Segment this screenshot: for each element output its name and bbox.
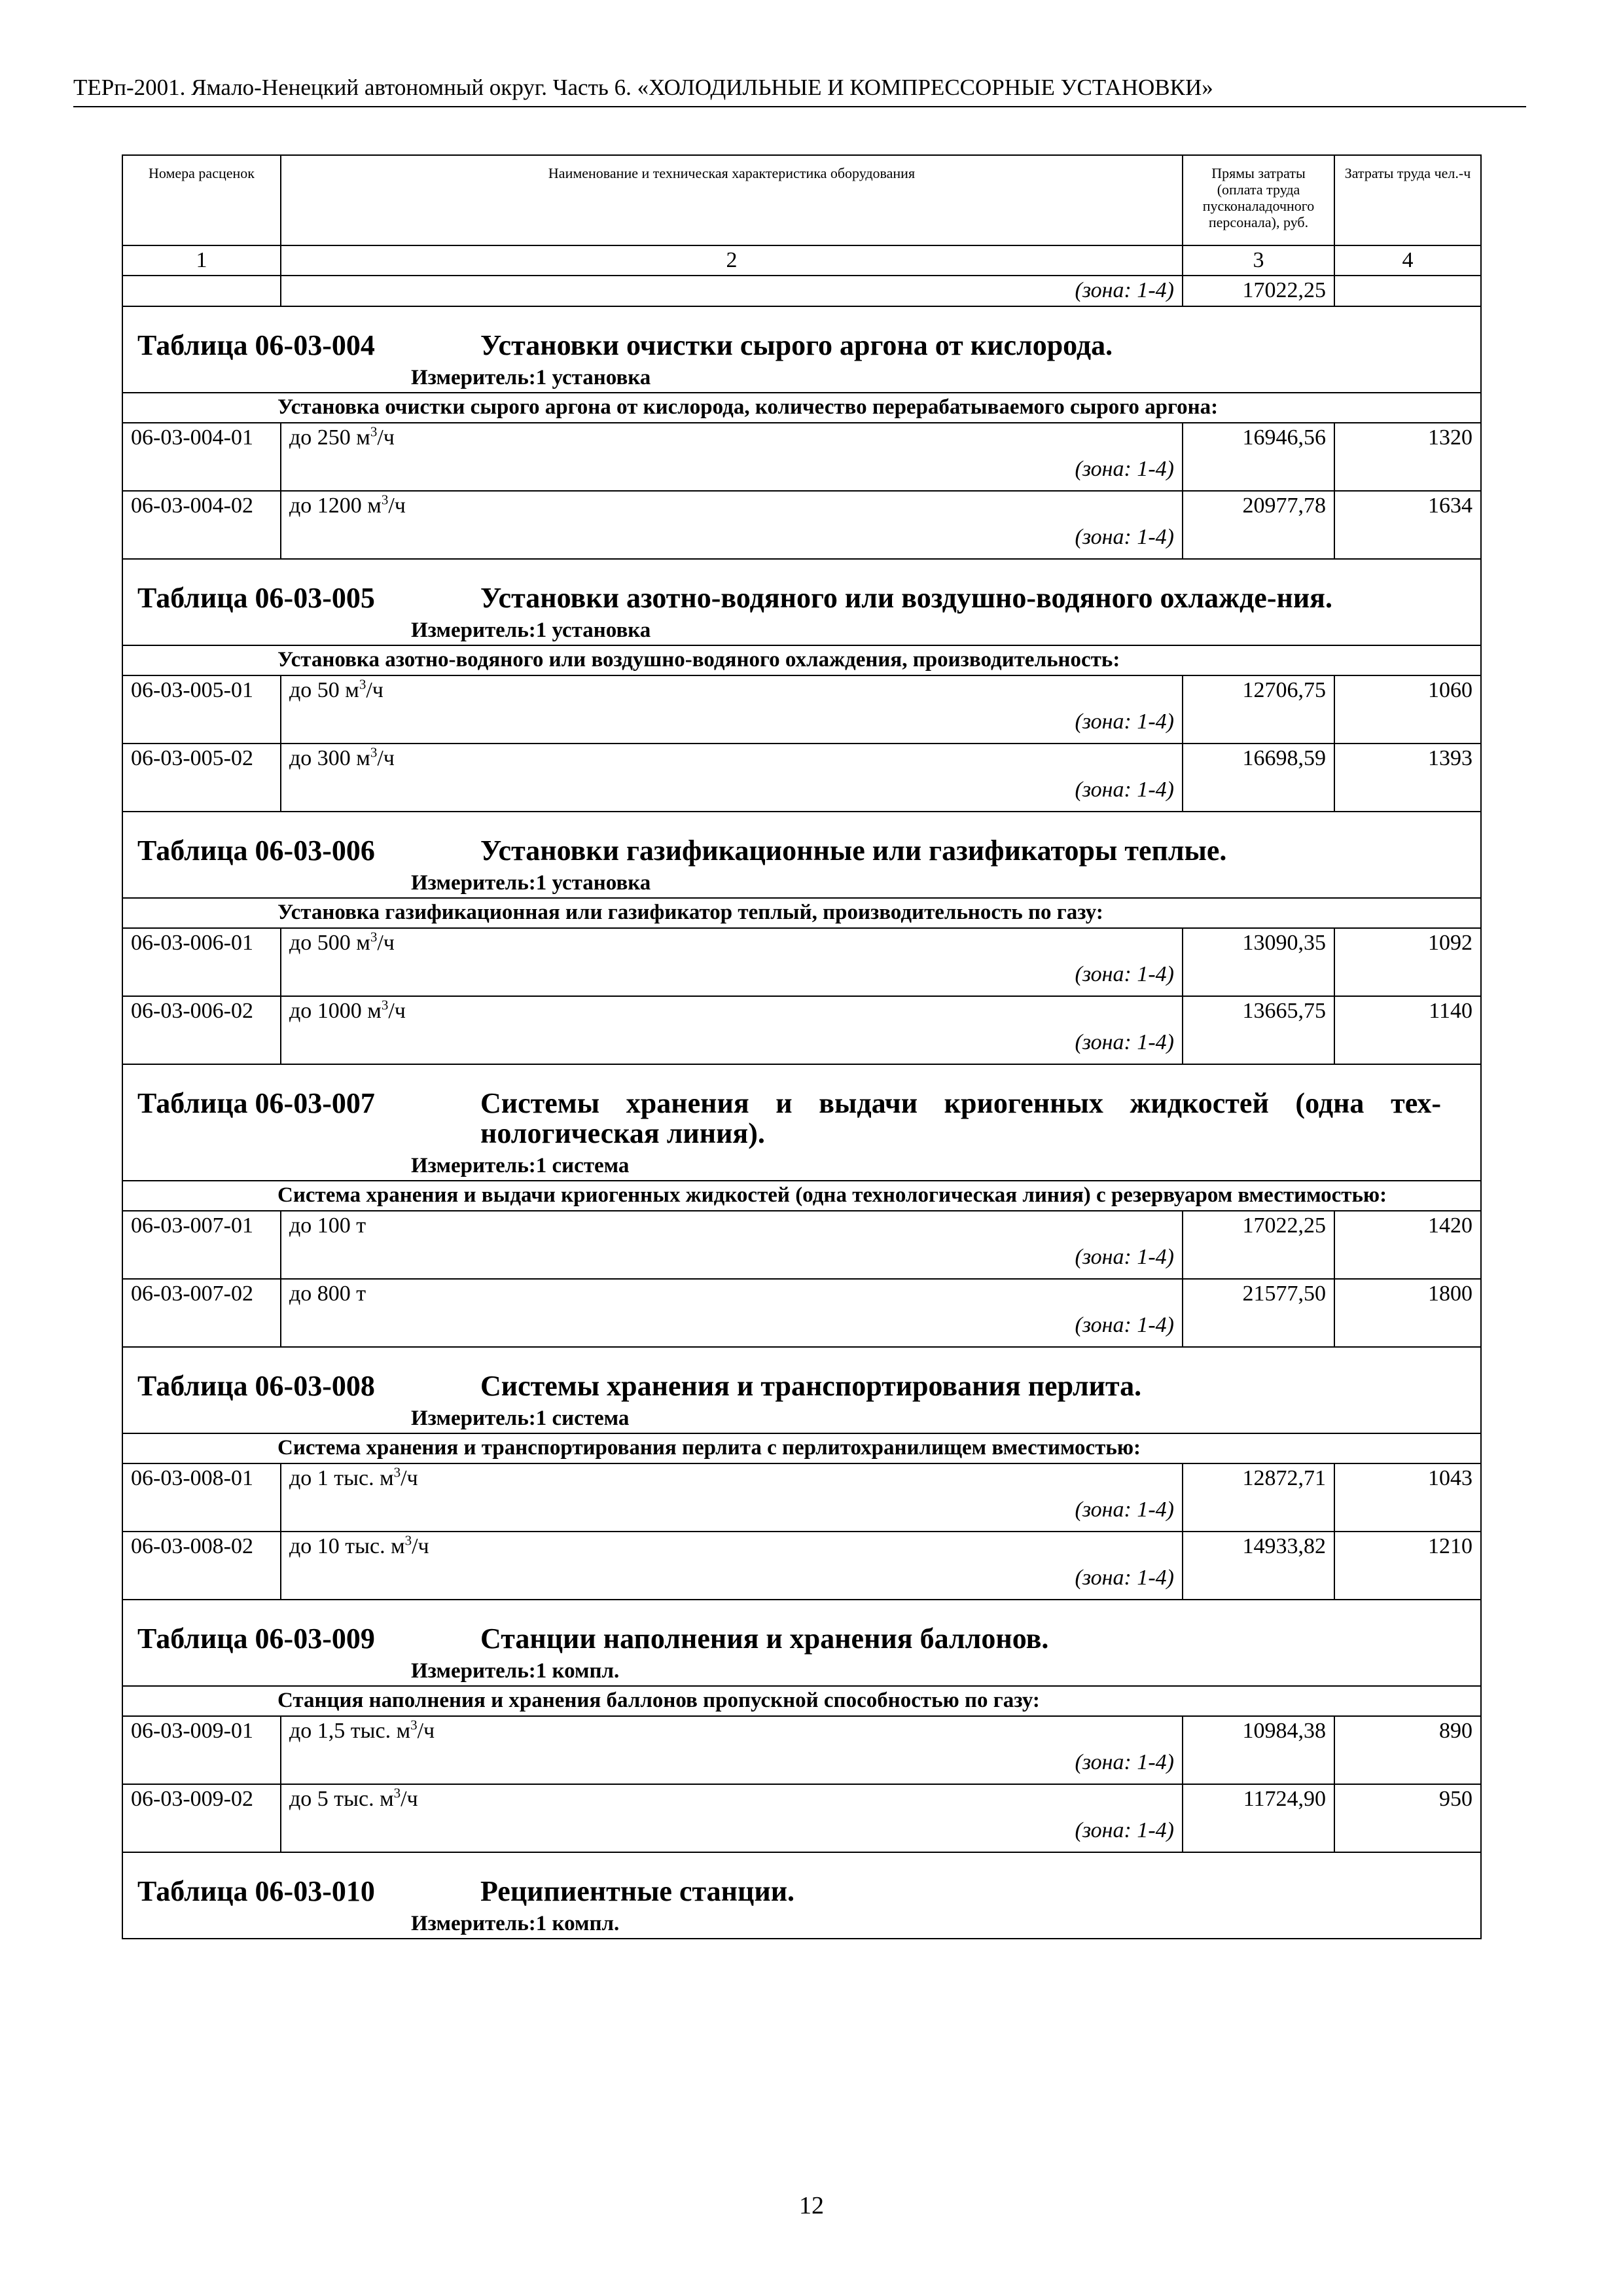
measure-unit: Измеритель:1 компл. [411,1912,620,1935]
unit-suffix: /ч [377,746,395,770]
measure-unit: Измеритель:1 система [411,1407,630,1430]
group-subtitle: Станция наполнения и хранения баллонов пропускной способностью по газу: [122,1686,1481,1716]
rate-code: 06-03-006-01 [122,928,281,996]
unit-suffix: /ч [377,931,395,955]
rate-direct-cost: 13090,35 [1183,928,1334,996]
rate-labor: 950 [1334,1784,1481,1852]
rate-description-line [289,929,1174,958]
rate-direct-cost: 16946,56 [1183,423,1334,491]
rate-description: до 10 тыс. м [289,1534,405,1558]
table-name: Установки газификационные или газификаторы теплые. [480,834,1227,867]
table-title-cell [122,1852,1481,1939]
column-header-labor: Затраты труда чел.-ч [1334,155,1481,245]
rate-zone: (зона: 1-4) [1075,1030,1174,1054]
column-number-row [122,245,1481,276]
rate-description-line [289,997,1174,1026]
table-name: Реципиентные станции. [480,1875,795,1907]
group-subtitle: Установка очистки сырого аргона от кислорода, количество перерабатываемого сырого аргона: [122,393,1481,423]
table-title-row [122,559,1481,645]
group-subtitle-row [122,1433,1481,1463]
rate-description-cell [281,675,1183,744]
table-name: Системы хранения и выдачи криогенных жидкостей (одна тех-нологическая линия). [480,1087,1441,1149]
table-title [137,331,1467,361]
unit-suffix: /ч [388,999,406,1023]
rate-description-cell [281,1463,1183,1532]
group-subtitle: Система хранения и транспортирования перлита с перлитохранилищем вместимостью: [122,1433,1481,1463]
group-subtitle-row [122,1181,1481,1211]
column-header-direct-costs: Прямы затраты (оплата труда пусконаладочного персонала), руб. [1183,155,1334,245]
rate-description-line [289,423,1174,452]
group-subtitle: Установка газификационная или газификатор теплый, производительность по газу: [122,898,1481,928]
rate-labor: 1210 [1334,1532,1481,1600]
table-title-cell [122,306,1481,393]
table-row [122,1211,1481,1279]
unit-superscript: 3 [370,423,378,440]
unit-suffix: /ч [388,493,406,518]
rate-code: 06-03-008-02 [122,1532,281,1600]
measure-unit: Измеритель:1 установка [411,871,651,895]
table-row [122,491,1481,559]
group-subtitle-row [122,645,1481,675]
column-header-codes: Номера расценок [122,155,281,245]
table-row [122,1716,1481,1784]
rate-zone: (зона: 1-4) [1075,1566,1174,1590]
rate-description: до 1200 м [289,493,382,518]
measure-unit: Измеритель:1 установка [411,619,651,642]
table-title-row [122,1600,1481,1686]
rate-direct-cost: 12706,75 [1183,675,1334,744]
table-row [122,1784,1481,1852]
rate-description-cell [281,744,1183,812]
table-title [137,1876,1467,1907]
rate-labor: 1393 [1334,744,1481,812]
rate-description: до 1 тыс. м [289,1466,394,1490]
rate-code: 06-03-004-02 [122,491,281,559]
running-header: ТЕРп-2001. Ямало-Ненецкий автономный округ. Часть 6. «ХОЛОДИЛЬНЫЕ И КОМПРЕССОРНЫЕ УСТАНОВКИ» [73,75,1213,100]
rate-labor: 1092 [1334,928,1481,996]
rate-labor: 1060 [1334,675,1481,744]
page-number: 12 [799,2192,824,2219]
rate-description-cell [281,1784,1183,1852]
table-title [137,1371,1467,1401]
rate-zone: (зона: 1-4) [1075,778,1174,802]
rate-labor: 1800 [1334,1279,1481,1347]
table-title-row [122,1852,1481,1939]
rate-zone: (зона: 1-4) [1075,1498,1174,1522]
column-number: 2 [281,245,1183,276]
table-title-row [122,812,1481,898]
rate-zone: (зона: 1-4) [1075,1245,1174,1269]
group-subtitle: Система хранения и выдачи криогенных жидкостей (одна технологическая линия) с резервуаром вместимостью: [122,1181,1481,1211]
unit-superscript: 3 [370,744,378,761]
table-title [137,1088,1467,1149]
rate-description: до 800 т [289,1282,366,1306]
table-title-row [122,1347,1481,1433]
table-number: Таблица 06-03-005 [137,582,375,614]
table-row [122,744,1481,812]
table-row [122,675,1481,744]
group-subtitle-row [122,1686,1481,1716]
unit-suffix: /ч [377,425,395,450]
rate-direct-cost: 13665,75 [1183,996,1334,1064]
group-subtitle-row [122,393,1481,423]
table-name: Системы хранения и транспортирования перлита. [480,1370,1142,1402]
rate-direct-cost: 10984,38 [1183,1716,1334,1784]
rate-description-line [289,492,1174,520]
unit-superscript: 3 [381,492,389,508]
table-title-cell [122,812,1481,898]
unit-suffix: /ч [366,678,383,702]
rate-description-line [289,1717,1174,1746]
unit-superscript: 3 [393,1464,401,1480]
unit-superscript: 3 [359,676,366,692]
table-number: Таблица 06-03-004 [137,329,375,361]
unit-suffix: /ч [412,1534,429,1558]
rate-zone: (зона: 1-4) [1075,1818,1174,1842]
rate-zone: (зона: 1-4) [1075,457,1174,481]
rate-description-line [289,1211,1174,1240]
rate-code: 06-03-009-02 [122,1784,281,1852]
table-row [122,996,1481,1064]
rate-description-line [289,744,1174,773]
table-row [122,1463,1481,1532]
table-title [137,583,1467,613]
rate-description-cell [281,1211,1183,1279]
table-title-cell [122,1347,1481,1433]
rate-labor: 1140 [1334,996,1481,1064]
rate-code: 06-03-004-01 [122,423,281,491]
table-name: Установки азотно-водяного или воздушно-водяного охлажде-ния. [480,582,1332,614]
group-subtitle-row [122,898,1481,928]
rate-labor: 1043 [1334,1463,1481,1532]
table-title-cell [122,1600,1481,1686]
measure-unit: Измеритель:1 установка [411,366,651,389]
rate-description: до 1000 м [289,999,382,1023]
rate-labor: 1634 [1334,491,1481,559]
rate-code: 06-03-005-02 [122,744,281,812]
rate-description-cell [281,491,1183,559]
unit-suffix: /ч [401,1466,418,1490]
rate-description: до 1,5 тыс. м [289,1719,411,1743]
table-title [137,836,1467,866]
rate-description-line [289,1280,1174,1308]
table-row [122,928,1481,996]
rate-description-cell [281,1716,1183,1784]
rate-description-cell [281,1532,1183,1600]
table-number: Таблица 06-03-010 [137,1875,375,1907]
rate-description-cell [281,423,1183,491]
rate-description: до 300 м [289,746,370,770]
table-title-row [122,1064,1481,1181]
table-number: Таблица 06-03-007 [137,1087,375,1119]
table-title [137,1624,1467,1654]
rate-description: до 5 тыс. м [289,1787,394,1811]
rate-description: до 250 м [289,425,370,450]
unit-superscript: 3 [410,1717,418,1733]
table-title-cell [122,559,1481,645]
rate-code: 06-03-008-01 [122,1463,281,1532]
table-number: Таблица 06-03-008 [137,1370,375,1402]
unit-superscript: 3 [404,1532,412,1549]
unit-superscript: 3 [381,997,389,1013]
rate-direct-cost: 11724,90 [1183,1784,1334,1852]
column-number: 1 [122,245,281,276]
rate-code: 06-03-007-01 [122,1211,281,1279]
rate-description: до 100 т [289,1213,366,1238]
table-name: Станции наполнения и хранения баллонов. [480,1623,1049,1655]
rate-description-line [289,1785,1174,1814]
measure-unit: Измеритель:1 компл. [411,1659,620,1683]
carryover-labor [1334,276,1481,306]
table-title-row [122,306,1481,393]
rate-description-cell [281,1279,1183,1347]
rate-direct-cost: 20977,78 [1183,491,1334,559]
rate-description-cell [281,996,1183,1064]
rate-code: 06-03-007-02 [122,1279,281,1347]
rate-description: до 50 м [289,678,359,702]
rate-zone: (зона: 1-4) [1075,1750,1174,1774]
rate-labor: 890 [1334,1716,1481,1784]
unit-superscript: 3 [393,1785,401,1801]
table-row [122,1279,1481,1347]
rates-table [122,154,1482,1939]
rate-direct-cost: 16698,59 [1183,744,1334,812]
column-header-row [122,155,1481,245]
rate-direct-cost: 12872,71 [1183,1463,1334,1532]
rate-code: 06-03-005-01 [122,675,281,744]
rate-zone: (зона: 1-4) [1075,525,1174,549]
carryover-zone: (зона: 1-4) [281,276,1183,306]
rate-labor: 1320 [1334,423,1481,491]
rate-zone: (зона: 1-4) [1075,1313,1174,1337]
unit-suffix: /ч [401,1787,418,1811]
table-row [122,1532,1481,1600]
column-header-description: Наименование и техническая характеристика оборудования [281,155,1183,245]
column-number: 3 [1183,245,1334,276]
table-number: Таблица 06-03-006 [137,834,375,867]
rate-description-line [289,1532,1174,1561]
rate-description-cell [281,928,1183,996]
header-rule [73,106,1526,107]
unit-suffix: /ч [417,1719,435,1743]
table-title-cell [122,1064,1481,1181]
column-number: 4 [1334,245,1481,276]
table-number: Таблица 06-03-009 [137,1623,375,1655]
carryover-cost: 17022,25 [1183,276,1334,306]
rate-description: до 500 м [289,931,370,955]
rate-direct-cost: 14933,82 [1183,1532,1334,1600]
measure-unit: Измеритель:1 система [411,1154,630,1177]
group-subtitle: Установка азотно-водяного или воздушно-водяного охлаждения, производительность: [122,645,1481,675]
rate-description-line [289,676,1174,705]
rate-labor: 1420 [1334,1211,1481,1279]
table-row [122,423,1481,491]
rate-zone: (зона: 1-4) [1075,709,1174,734]
rate-zone: (зона: 1-4) [1075,962,1174,986]
rate-description-line [289,1464,1174,1493]
unit-superscript: 3 [370,929,378,945]
rate-direct-cost: 21577,50 [1183,1279,1334,1347]
rate-direct-cost: 17022,25 [1183,1211,1334,1279]
carryover-row [122,276,1481,306]
rate-code: 06-03-006-02 [122,996,281,1064]
rate-code: 06-03-009-01 [122,1716,281,1784]
carryover-code [122,276,281,306]
table-name: Установки очистки сырого аргона от кислорода. [480,329,1113,361]
